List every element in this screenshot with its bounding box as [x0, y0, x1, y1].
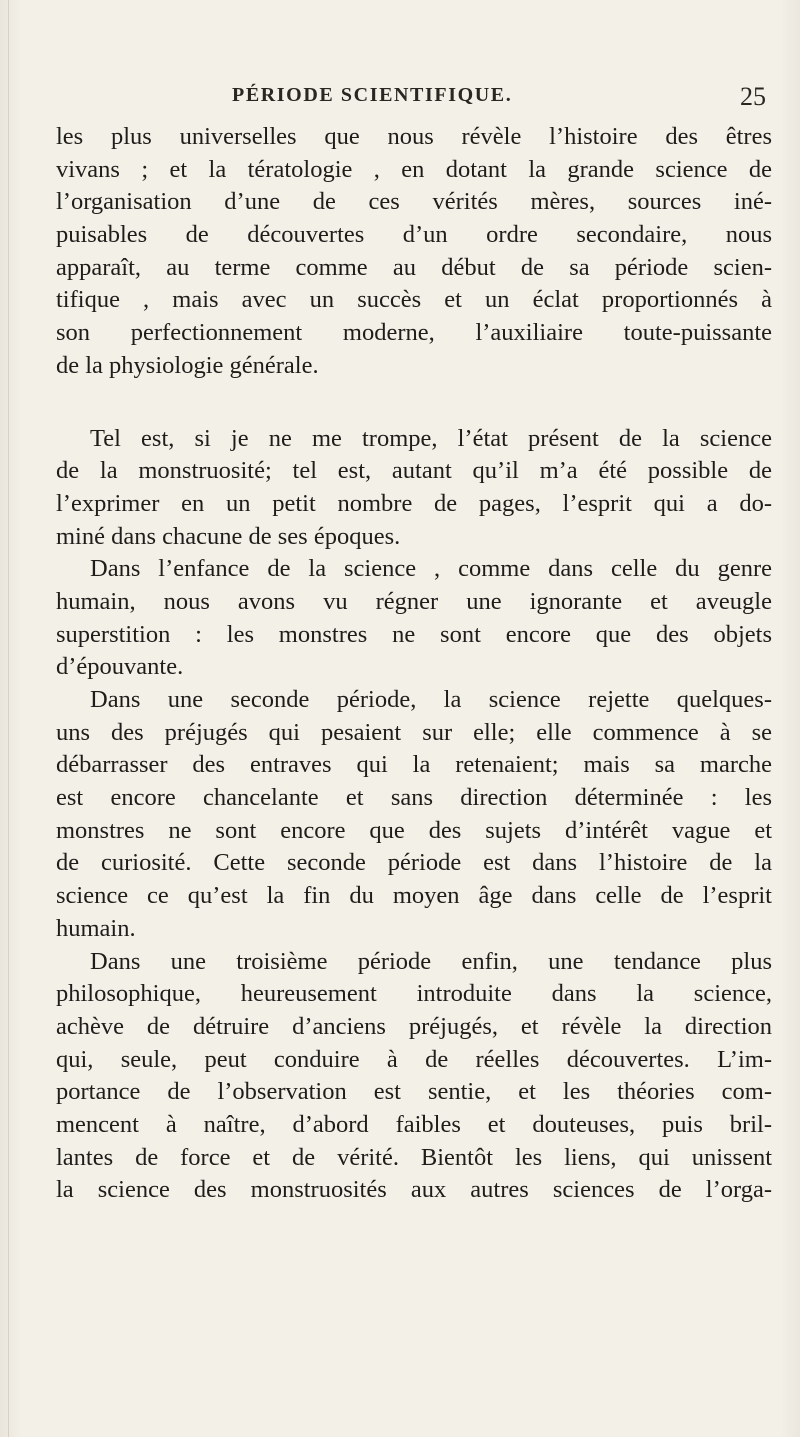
text-line: humain. [56, 914, 136, 942]
text-line: Dans une seconde période, la science rejette quelques- [90, 686, 772, 713]
paragraph-3 [56, 553, 772, 684]
text-line: l’organisation d’une de ces vérités mères, sources iné- [56, 188, 772, 216]
text-line: portance de l’observation est sentie, et les théories com- [56, 1078, 772, 1106]
text-line: lantes de force et de vérité. Bientôt les liens, qui unissent [56, 1143, 772, 1171]
running-title: PÉRIODE SCIENTIFIQUE. [232, 84, 513, 106]
page-number: 25 [740, 82, 766, 111]
text-line: uns des préjugés qui pesaient sur elle; elle commence à se [56, 718, 772, 746]
text-line: mencent à naître, d’abord faibles et douteuses, puis bril- [56, 1110, 772, 1138]
paragraph-gap [56, 383, 772, 423]
text-line: la science des monstruosités aux autres sciences de l’orga- [56, 1176, 772, 1204]
text-line: l’exprimer en un petit nombre de pages, l’esprit qui a do- [56, 489, 772, 517]
text-line: apparaît, au terme comme au début de sa période scien- [56, 253, 772, 281]
text-line: de la physiologie générale. [56, 351, 319, 379]
text-line: Dans l’enfance de la science , comme dans celle du genre [90, 555, 772, 583]
text-line: Dans une troisième période enfin, une tendance plus [90, 947, 772, 975]
text-line: superstition : les monstres ne sont encore que des objets [56, 620, 772, 648]
text-line: son perfectionnement moderne, l’auxiliaire toute-puissante [56, 319, 772, 347]
text-line: vivans ; et la tératologie , en dotant la grande science de [56, 155, 772, 183]
text-line: Tel est, si je ne me trompe, l’état présent de la science [90, 424, 772, 452]
text-line: débarrasser des entraves qui la retenaient; mais sa marche [56, 751, 772, 779]
text-line: de curiosité. Cette seconde période est dans l’histoire de la [56, 849, 772, 877]
text-line: de la monstruosité; tel est, autant qu’il m’a été possible de [56, 457, 772, 485]
paragraph-5 [56, 946, 772, 1208]
paragraph-4 [56, 684, 772, 946]
text-line: les plus universelles que nous révèle l’histoire des êtres [56, 123, 772, 150]
text-line: qui, seule, peut conduire à de réelles découvertes. L’im- [56, 1045, 772, 1073]
paragraph-2 [56, 423, 772, 554]
text-line: miné dans chacune de ses époques. [56, 522, 401, 550]
body-text [56, 121, 772, 1207]
text-line: d’épouvante. [56, 653, 184, 681]
text-line: science ce qu’est la fin du moyen âge dans celle de l’esprit [56, 882, 772, 910]
text-line: puisables de découvertes d’un ordre secondaire, nous [56, 221, 772, 249]
paragraph-1 [56, 121, 772, 383]
page-edge-line [8, 0, 9, 1437]
text-line: philosophique, heureusement introduite dans la science, [56, 980, 772, 1008]
running-head [116, 84, 772, 118]
text-line: est encore chancelante et sans direction déterminée : les [56, 784, 772, 812]
text-line: monstres ne sont encore que des sujets d’intérêt vague et [56, 816, 772, 844]
text-line: tifique , mais avec un succès et un éclat proportionnés à [56, 286, 772, 314]
text-line: humain, nous avons vu régner une ignorante et aveugle [56, 587, 772, 615]
text-line: achève de détruire d’anciens préjugés, et révèle la direction [56, 1012, 772, 1040]
